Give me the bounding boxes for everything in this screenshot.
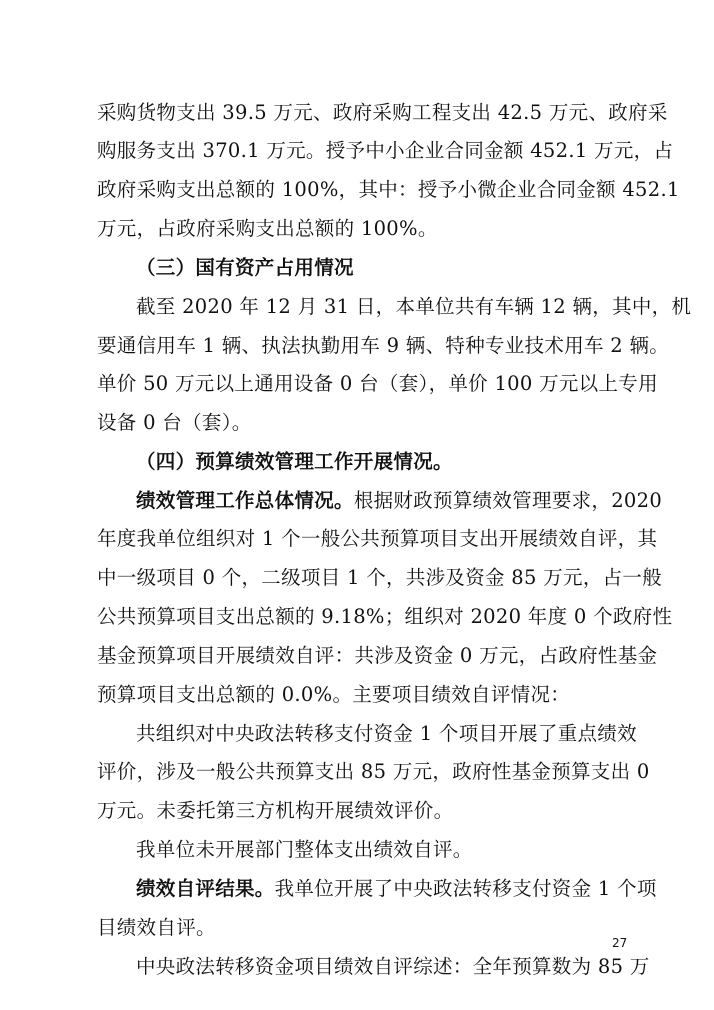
paragraph-lead-line — [136, 876, 666, 902]
page-number: 27 — [612, 936, 628, 950]
body-line: 目绩效自评。 — [97, 916, 216, 939]
body-line: 采购货物支出 39.5 万元、政府采购工程支出 42.5 万元、政府采 — [97, 101, 668, 124]
body-line: 公共预算项目支出总额的 9.18%；组织对 2020 年度 0 个政府性 — [97, 605, 673, 628]
body-line: 万元。未委托第三方机构开展绩效评价。 — [97, 799, 454, 822]
section-heading-performance: （四）预算绩效管理工作开展情况。 — [136, 450, 453, 473]
body-line: 购服务支出 370.1 万元。授予中小企业合同金额 452.1 万元，占 — [97, 139, 674, 162]
bold-lead-results: 绩效自评结果。 — [136, 877, 275, 900]
body-line: 单价 50 万元以上通用设备 0 台（套），单价 100 万元以上专用 — [97, 372, 658, 395]
body-line: 预算项目支出总额的 0.0%。主要项目绩效自评情况： — [97, 683, 571, 706]
bold-lead-overall: 绩效管理工作总体情况。 — [136, 489, 354, 512]
body-line: 中一级项目 0 个，二级项目 1 个，共涉及资金 85 万元，占一般 — [97, 566, 663, 589]
body-line: 要通信用车 1 辆、执法执勤用车 9 辆、特种专业技术用车 2 辆。 — [97, 334, 670, 357]
body-text: 根据财政预算绩效管理要求，2020 — [353, 489, 663, 512]
body-line: 评价，涉及一般公共预算支出 85 万元，政府性基金预算支出 0 — [97, 760, 650, 783]
body-line: 我单位未开展部门整体支出绩效自评。 — [136, 838, 473, 861]
body-text: 我单位开展了中央政法转移支付资金 1 个项 — [274, 877, 657, 900]
paragraph-lead-line — [136, 488, 666, 514]
body-line: 政府采购支出总额的 100%，其中：授予小微企业合同金额 452.1 — [97, 178, 680, 201]
section-heading-assets: （三）国有资产占用情况 — [136, 256, 354, 279]
body-line: 中央政法转移资金项目绩效自评综述：全年预算数为 85 万 — [136, 955, 650, 978]
body-line: 设备 0 台（套）。 — [97, 411, 252, 434]
body-line: 截至 2020 年 12 月 31 日，本单位共有车辆 12 辆，其中，机 — [136, 295, 692, 318]
body-line: 基金预算项目开展绩效自评：共涉及资金 0 万元，占政府性基金 — [97, 644, 658, 667]
body-line: 万元，占政府采购支出总额的 100%。 — [97, 217, 438, 240]
body-line: 年度我单位组织对 1 个一般公共预算项目支出开展绩效自评，其 — [97, 527, 658, 550]
body-line: 共组织对中央政法转移支付资金 1 个项目开展了重点绩效 — [136, 722, 637, 745]
